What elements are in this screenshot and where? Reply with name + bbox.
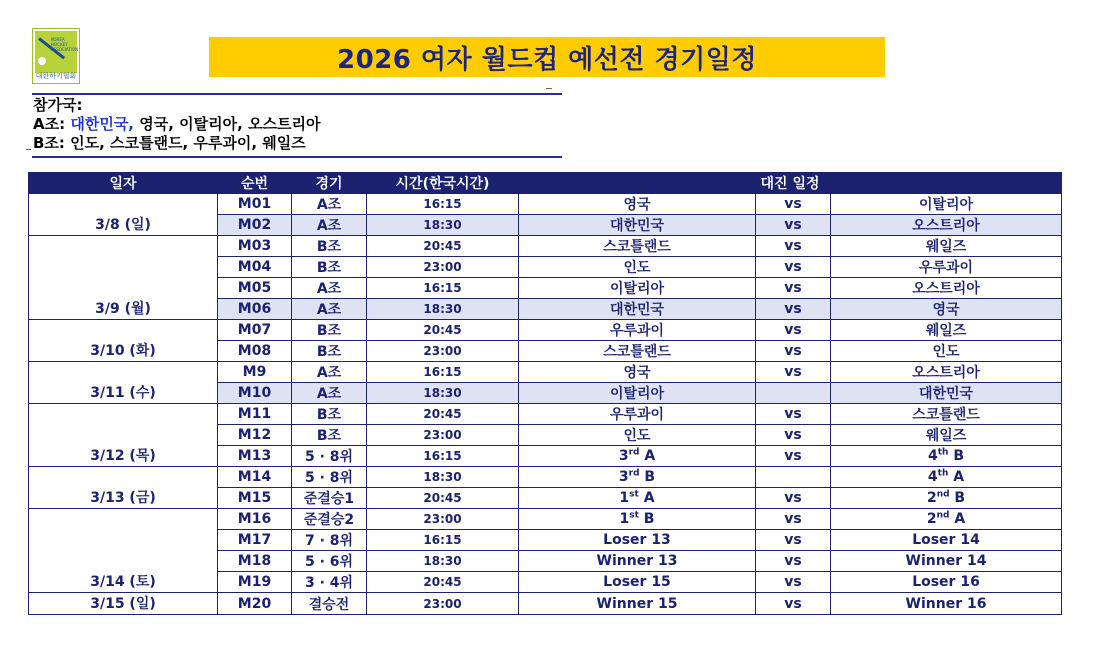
- time-cell: 23:00: [367, 425, 519, 446]
- home-team-name: 우루과이: [609, 323, 665, 339]
- match-no-cell: M10: [218, 383, 292, 404]
- away-team-cell: [831, 236, 1062, 257]
- home-team-cell: [519, 257, 756, 278]
- game-type-cell: B조: [292, 425, 367, 446]
- time-cell: 18:30: [367, 383, 519, 404]
- vs-cell: vs: [756, 194, 831, 215]
- away-team-cell: [831, 530, 1062, 551]
- away-team-name: 오스트리아: [912, 218, 980, 234]
- group-a-highlight: 대한민국,: [70, 115, 135, 133]
- time-cell: 18:30: [367, 551, 519, 572]
- away-team-cell: [831, 488, 1062, 509]
- away-team-cell: [831, 572, 1062, 593]
- time-cell: 18:30: [367, 215, 519, 236]
- game-type-cell: 3 · 4위: [292, 572, 367, 593]
- header-no: 순번: [218, 173, 292, 194]
- vs-cell: vs: [756, 257, 831, 278]
- home-team-cell: [519, 299, 756, 320]
- home-team-name: 1: [619, 511, 630, 527]
- home-ordinal-suffix: st: [629, 510, 639, 521]
- vs-cell: vs: [756, 593, 831, 615]
- date-cell: 3/8 (일): [29, 194, 218, 236]
- participants-block: [33, 96, 320, 153]
- away-group-letter: A: [948, 469, 965, 485]
- away-team-name: 웨일즈: [925, 428, 967, 444]
- away-team-cell: [831, 299, 1062, 320]
- home-team-name: 인도: [623, 260, 651, 276]
- home-ordinal-suffix: st: [629, 489, 639, 500]
- page-title: 2026 여자 월드컵 예선전 경기일정: [337, 44, 757, 75]
- date-cell: 3/15 (일): [29, 593, 218, 615]
- away-team-name: Winner 14: [905, 553, 987, 569]
- time-cell: 16:15: [367, 530, 519, 551]
- time-cell: 20:45: [367, 488, 519, 509]
- game-type-cell: 7 · 8위: [292, 530, 367, 551]
- time-cell: 23:00: [367, 341, 519, 362]
- away-team-cell: [831, 278, 1062, 299]
- away-team-name: 영국: [932, 302, 960, 318]
- group-b-line: [33, 134, 320, 153]
- vs-cell: vs: [756, 341, 831, 362]
- home-team-cell: [519, 572, 756, 593]
- vs-cell: vs: [756, 215, 831, 236]
- date-cell: 3/10 (화): [29, 320, 218, 362]
- group-a-label: A조:: [33, 115, 66, 133]
- vs-cell: vs: [756, 572, 831, 593]
- time-cell: 23:00: [367, 257, 519, 278]
- home-group-letter: A: [638, 490, 655, 506]
- header-date: 일자: [29, 173, 218, 194]
- match-no-cell: M06: [218, 299, 292, 320]
- divider-mark: [26, 149, 31, 150]
- game-type-cell: 준결승1: [292, 488, 367, 509]
- home-team-cell: [519, 551, 756, 572]
- home-group-letter: A: [639, 448, 656, 464]
- divider-mark: [546, 88, 552, 89]
- match-no-cell: M14: [218, 467, 292, 488]
- home-team-name: 스코틀랜드: [603, 344, 671, 360]
- hockey-ball-icon: [38, 57, 46, 65]
- table-row: [29, 467, 1062, 488]
- away-team-name: 4: [927, 469, 938, 485]
- time-cell: 18:30: [367, 299, 519, 320]
- game-type-cell: A조: [292, 299, 367, 320]
- table-row: [29, 404, 1062, 425]
- participants-heading: 참가국:: [33, 96, 83, 114]
- away-ordinal-suffix: nd: [936, 510, 950, 521]
- home-team-name: 이탈리아: [609, 386, 665, 402]
- away-team-name: 오스트리아: [912, 281, 980, 297]
- home-team-name: 영국: [623, 365, 651, 381]
- home-team-cell: [519, 509, 756, 530]
- away-group-letter: B: [949, 490, 966, 506]
- game-type-cell: 5 · 6위: [292, 551, 367, 572]
- home-team-name: 인도: [623, 428, 651, 444]
- header-matchup: 대진 일정: [519, 173, 1062, 194]
- vs-cell: [756, 383, 831, 404]
- group-b-teams: 인도, 스코틀랜드, 우루과이, 웨일즈: [70, 134, 306, 152]
- match-no-cell: M07: [218, 320, 292, 341]
- away-team-name: 이탈리아: [918, 197, 974, 213]
- match-no-cell: M02: [218, 215, 292, 236]
- vs-cell: vs: [756, 299, 831, 320]
- table-row: [29, 362, 1062, 383]
- time-cell: 20:45: [367, 572, 519, 593]
- date-cell: 3/9 (월): [29, 236, 218, 320]
- home-team-cell: [519, 341, 756, 362]
- game-type-cell: 5 · 8위: [292, 446, 367, 467]
- away-team-cell: [831, 341, 1062, 362]
- home-team-cell: [519, 194, 756, 215]
- match-no-cell: M20: [218, 593, 292, 615]
- vs-cell: vs: [756, 278, 831, 299]
- home-team-name: 스코틀랜드: [603, 239, 671, 255]
- away-team-name: Loser 16: [912, 574, 980, 590]
- header-game: 경기: [292, 173, 367, 194]
- game-type-cell: A조: [292, 362, 367, 383]
- vs-cell: vs: [756, 236, 831, 257]
- vs-cell: vs: [756, 488, 831, 509]
- time-cell: 23:00: [367, 509, 519, 530]
- home-team-name: Winner 15: [596, 595, 678, 612]
- away-team-name: 대한민국: [918, 386, 974, 402]
- game-type-cell: 5 · 8위: [292, 467, 367, 488]
- vs-cell: vs: [756, 530, 831, 551]
- group-a-teams: 영국, 이탈리아, 오스트리아: [139, 115, 321, 133]
- date-cell: 3/11 (수): [29, 362, 218, 404]
- match-no-cell: M19: [218, 572, 292, 593]
- date-cell: 3/14 (토): [29, 509, 218, 593]
- table-row: [29, 509, 1062, 530]
- home-team-cell: [519, 404, 756, 425]
- away-team-cell: [831, 425, 1062, 446]
- home-team-name: 1: [619, 490, 630, 506]
- match-no-cell: M16: [218, 509, 292, 530]
- match-no-cell: M17: [218, 530, 292, 551]
- match-no-cell: M11: [218, 404, 292, 425]
- group-b-label: B조:: [33, 134, 65, 152]
- game-type-cell: A조: [292, 194, 367, 215]
- home-team-cell: [519, 236, 756, 257]
- logo-text-lines: KOREA HOCKEY ASSOCIATION: [51, 37, 79, 52]
- away-team-name: 4: [928, 448, 938, 464]
- vs-cell: [756, 467, 831, 488]
- vs-cell: vs: [756, 551, 831, 572]
- schedule-table: [28, 172, 1062, 615]
- away-team-cell: [831, 362, 1062, 383]
- time-cell: 16:15: [367, 446, 519, 467]
- away-team-cell: [831, 467, 1062, 488]
- away-team-cell: [831, 404, 1062, 425]
- table-row: [29, 236, 1062, 257]
- away-team-name: Winner 16: [905, 595, 987, 612]
- time-cell: 16:15: [367, 194, 519, 215]
- away-ordinal-suffix: nd: [936, 489, 950, 500]
- home-team-name: 영국: [623, 197, 651, 213]
- header-time: 시간(한국시간): [367, 173, 519, 194]
- away-team-cell: [831, 446, 1062, 467]
- home-team-cell: [519, 446, 756, 467]
- away-ordinal-suffix: th: [937, 468, 949, 479]
- away-team-name: 2: [926, 490, 937, 506]
- away-team-name: 웨일즈: [925, 239, 967, 255]
- date-cell: 3/12 (목): [29, 404, 218, 467]
- vs-cell: vs: [756, 425, 831, 446]
- match-no-cell: M04: [218, 257, 292, 278]
- home-team-name: Winner 13: [596, 553, 678, 569]
- home-group-letter: B: [639, 469, 656, 485]
- date-cell: 3/13 (금): [29, 467, 218, 509]
- match-no-cell: M12: [218, 425, 292, 446]
- match-no-cell: M01: [218, 194, 292, 215]
- away-team-name: Loser 14: [912, 532, 980, 548]
- game-type-cell: 준결승2: [292, 509, 367, 530]
- home-team-cell: [519, 425, 756, 446]
- time-cell: 16:15: [367, 278, 519, 299]
- away-team-name: 인도: [932, 344, 960, 360]
- away-team-cell: [831, 215, 1062, 236]
- vs-cell: vs: [756, 404, 831, 425]
- home-team-name: 3: [618, 469, 629, 485]
- away-team-name: 스코틀랜드: [912, 407, 980, 423]
- time-cell: 20:45: [367, 236, 519, 257]
- game-type-cell: A조: [292, 278, 367, 299]
- match-no-cell: M9: [218, 362, 292, 383]
- home-ordinal-suffix: rd: [628, 468, 640, 479]
- match-no-cell: M15: [218, 488, 292, 509]
- home-ordinal-suffix: rd: [628, 447, 640, 458]
- away-group-letter: A: [949, 511, 966, 527]
- title-banner: [209, 37, 885, 77]
- match-no-cell: M03: [218, 236, 292, 257]
- vs-cell: vs: [756, 362, 831, 383]
- away-team-cell: [831, 593, 1062, 615]
- home-group-letter: B: [638, 511, 655, 527]
- home-team-cell: [519, 467, 756, 488]
- away-team-name: 2: [926, 511, 937, 527]
- home-team-name: Loser 15: [603, 574, 671, 590]
- match-no-cell: M08: [218, 341, 292, 362]
- home-team-cell: [519, 488, 756, 509]
- home-team-name: 대한민국: [609, 302, 665, 318]
- table-row: [29, 320, 1062, 341]
- match-no-cell: M13: [218, 446, 292, 467]
- time-cell: 18:30: [367, 467, 519, 488]
- game-type-cell: B조: [292, 257, 367, 278]
- away-team-cell: [831, 383, 1062, 404]
- away-team-name: 우루과이: [918, 260, 974, 276]
- match-no-cell: M05: [218, 278, 292, 299]
- home-team-name: 우루과이: [609, 407, 665, 423]
- away-team-cell: [831, 257, 1062, 278]
- vs-cell: vs: [756, 509, 831, 530]
- divider-bottom: [32, 156, 562, 158]
- home-team-cell: [519, 530, 756, 551]
- time-cell: 16:15: [367, 362, 519, 383]
- time-cell: 20:45: [367, 320, 519, 341]
- game-type-cell: 결승전: [292, 593, 367, 615]
- home-team-name: Loser 13: [603, 532, 671, 548]
- away-team-cell: [831, 551, 1062, 572]
- home-team-cell: [519, 593, 756, 615]
- table-row: [29, 194, 1062, 215]
- away-team-cell: [831, 509, 1062, 530]
- away-team-name: 오스트리아: [912, 365, 980, 381]
- game-type-cell: B조: [292, 236, 367, 257]
- schedule-body: [29, 194, 1062, 615]
- association-logo: [32, 28, 80, 84]
- table-header-row: [29, 173, 1062, 194]
- away-team-name: 웨일즈: [925, 323, 967, 339]
- home-team-name: 3: [618, 448, 629, 464]
- away-team-cell: [831, 320, 1062, 341]
- game-type-cell: B조: [292, 341, 367, 362]
- home-team-name: 대한민국: [609, 218, 665, 234]
- game-type-cell: B조: [292, 320, 367, 341]
- away-ordinal-suffix: th: [937, 447, 949, 458]
- game-type-cell: A조: [292, 215, 367, 236]
- away-group-letter: B: [948, 448, 965, 464]
- home-team-cell: [519, 278, 756, 299]
- time-cell: 23:00: [367, 593, 519, 615]
- home-team-cell: [519, 362, 756, 383]
- time-cell: 20:45: [367, 404, 519, 425]
- table-row: [29, 593, 1062, 615]
- home-team-cell: [519, 320, 756, 341]
- away-team-cell: [831, 194, 1062, 215]
- group-a-line: [33, 115, 320, 134]
- game-type-cell: A조: [292, 383, 367, 404]
- home-team-cell: [519, 383, 756, 404]
- home-team-cell: [519, 215, 756, 236]
- vs-cell: vs: [756, 446, 831, 467]
- home-team-name: 이탈리아: [609, 281, 665, 297]
- match-no-cell: M18: [218, 551, 292, 572]
- divider-top: [32, 93, 562, 95]
- logo-name: 대한하키협회: [35, 72, 77, 80]
- game-type-cell: B조: [292, 404, 367, 425]
- vs-cell: vs: [756, 320, 831, 341]
- hockey-field-icon: [35, 31, 77, 73]
